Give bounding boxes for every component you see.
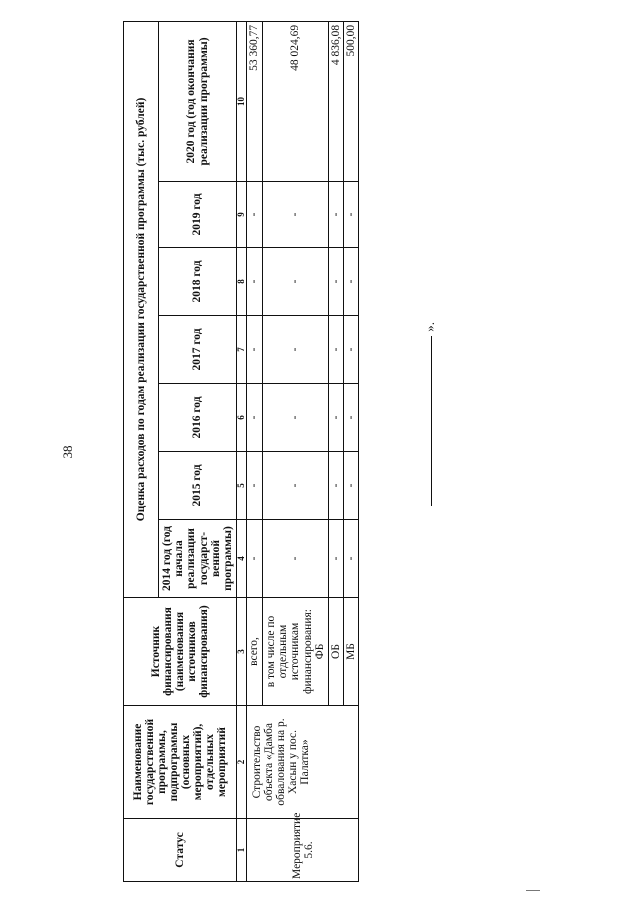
source-cell: в том числе по отдельным источникам финансирования: ФБ — [263, 598, 329, 706]
value-cell: - — [344, 316, 359, 384]
value-cell: - — [329, 520, 344, 598]
column-number: 4 — [237, 520, 247, 598]
value-cell: - — [247, 384, 263, 452]
value-cell: - — [329, 316, 344, 384]
column-number: 8 — [237, 248, 247, 316]
rotated-table-container — [123, 22, 389, 882]
header-year-2018: 2018 год — [159, 248, 237, 316]
value-cell: - — [329, 452, 344, 520]
column-number: 6 — [237, 384, 247, 452]
closing-underline — [431, 336, 432, 506]
header-year-2015: 2015 год — [159, 452, 237, 520]
value-cell: - — [344, 248, 359, 316]
closing-mark: ». — [422, 322, 437, 332]
header-status: Статус — [124, 819, 237, 882]
value-cell: - — [263, 384, 329, 452]
column-number: 9 — [237, 182, 247, 248]
value-cell: 4 836,08 — [329, 21, 344, 181]
source-cell: всего, — [247, 598, 263, 706]
value-cell: - — [344, 452, 359, 520]
header-year-2020: 2020 год (год окончания реализации программы) — [159, 21, 237, 181]
column-number: 2 — [237, 706, 247, 819]
value-cell: - — [247, 182, 263, 248]
header-year-2016: 2016 год — [159, 384, 237, 452]
value-cell: - — [263, 248, 329, 316]
value-cell: - — [344, 182, 359, 248]
column-number: 1 — [237, 819, 247, 882]
column-number: 7 — [237, 316, 247, 384]
value-cell: - — [344, 520, 359, 598]
value-cell: - — [247, 316, 263, 384]
column-number-row — [237, 21, 247, 881]
value-cell: - — [344, 384, 359, 452]
closing-line — [422, 322, 442, 582]
value-cell: - — [329, 248, 344, 316]
value-cell: - — [247, 452, 263, 520]
expenditure-table — [123, 21, 359, 882]
header-year-2014: 2014 год (год начала реализации государст-венной программы) — [159, 520, 237, 598]
page-number: 38 — [60, 445, 75, 459]
value-cell: - — [329, 182, 344, 248]
value-cell: - — [247, 248, 263, 316]
row-name: Строительство объекта «Дамба обвалования на р. Хасын у пос. Палатка» — [247, 706, 359, 819]
value-cell: - — [263, 316, 329, 384]
header-source: Источник финансирования (наименования источников финансирования) — [124, 598, 237, 706]
scan-mark — [526, 890, 540, 891]
source-cell: ОБ — [329, 598, 344, 706]
header-year-2017: 2017 год — [159, 316, 237, 384]
header-year-2019: 2019 год — [159, 182, 237, 248]
value-cell: - — [263, 452, 329, 520]
value-cell: - — [247, 520, 263, 598]
source-cell: МБ — [344, 598, 359, 706]
value-cell: 48 024,69 — [263, 21, 329, 181]
row-status: Мероприятие 5.6. — [247, 819, 359, 882]
value-cell: 500,00 — [344, 21, 359, 181]
table-row — [247, 21, 263, 881]
header-name: Наименование государственной программы, подпрограммы (основных мероприятий), отдельных мероприятий — [124, 706, 237, 819]
value-cell: - — [263, 182, 329, 248]
value-cell: - — [263, 520, 329, 598]
value-cell: 53 360,77 — [247, 21, 263, 181]
column-number: 5 — [237, 452, 247, 520]
header-estimate: Оценка расходов по годам реализации государственной программы (тыс. рублей) — [124, 21, 159, 597]
value-cell: - — [329, 384, 344, 452]
column-number: 10 — [237, 21, 247, 181]
column-number: 3 — [237, 598, 247, 706]
